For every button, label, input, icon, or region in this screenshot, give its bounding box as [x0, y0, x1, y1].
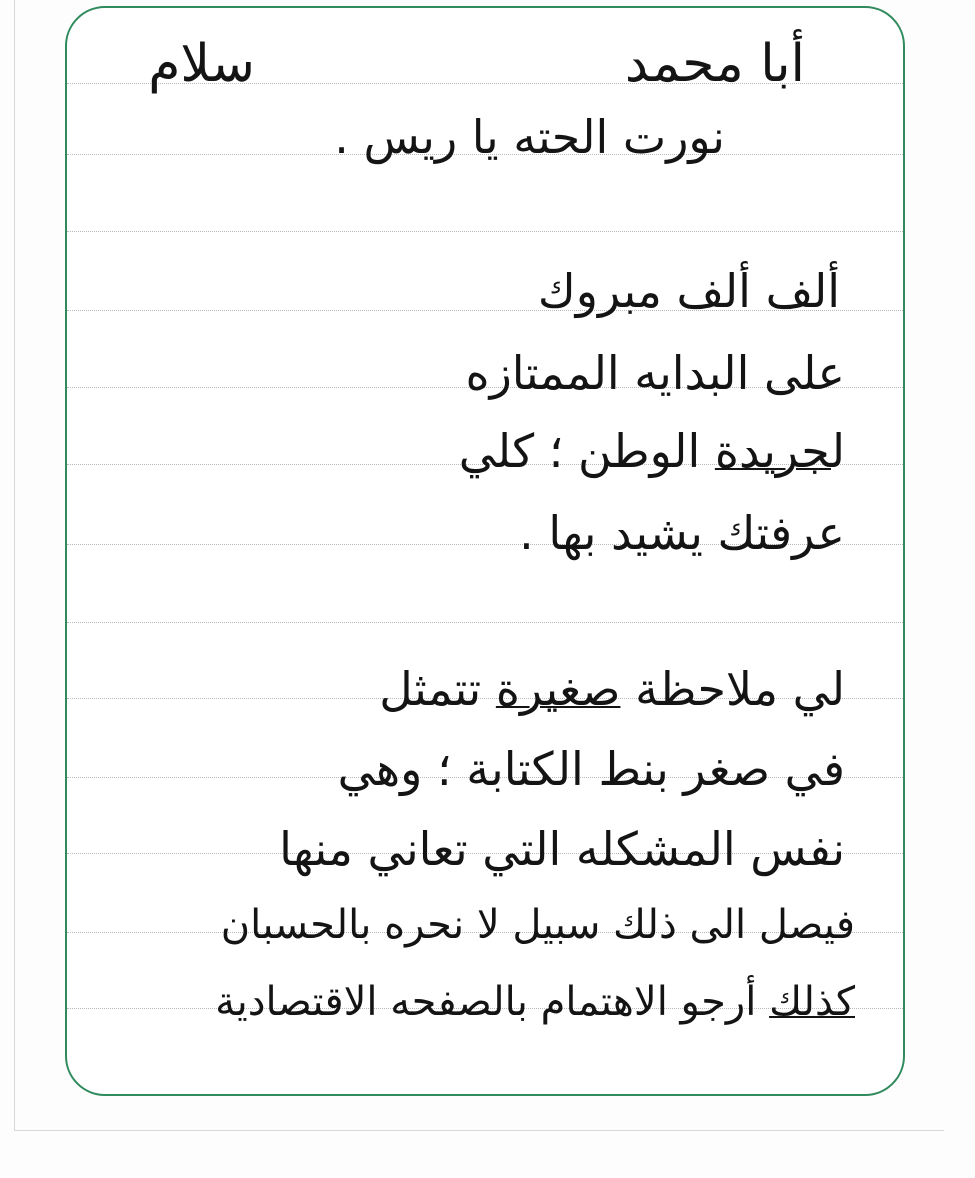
para1-line-4: عرفتك يشيد بها . — [519, 506, 845, 560]
para1-line-3: لجريدة الوطن ؛ كلي — [458, 424, 845, 478]
ruled-line — [67, 622, 903, 623]
underlined-word: جريدة — [714, 424, 831, 478]
greeting-salute: سلام — [148, 34, 255, 94]
underlined-word: صغيرة — [495, 662, 621, 716]
para2-line-4: فيصل الى ذلك سبيل لا نحره بالحسبان — [220, 902, 855, 948]
para1-line-1: ألف ألف مبروك — [537, 264, 840, 318]
para1-line-2: على البدايه الممتازه — [465, 346, 845, 400]
page-edge-left — [14, 0, 15, 1130]
para2-line-1: لي ملاحظة صغيرة تتمثل — [379, 662, 845, 716]
ruled-line — [67, 231, 903, 232]
greeting-name: أبا محمد — [624, 34, 805, 94]
greeting-line-2: نورت الحته يا ريس . — [334, 110, 725, 164]
para2-line-3: نفس المشكله التي تعاني منها — [279, 822, 845, 876]
para2-line-2: في صغر بنط الكتابة ؛ وهي — [337, 742, 845, 796]
page-edge-bottom — [14, 1130, 944, 1131]
para2-line-5: كذلك أرجو الاهتمام بالصفحه الاقتصادية — [215, 979, 855, 1025]
underlined-word: كذلك — [769, 979, 855, 1025]
